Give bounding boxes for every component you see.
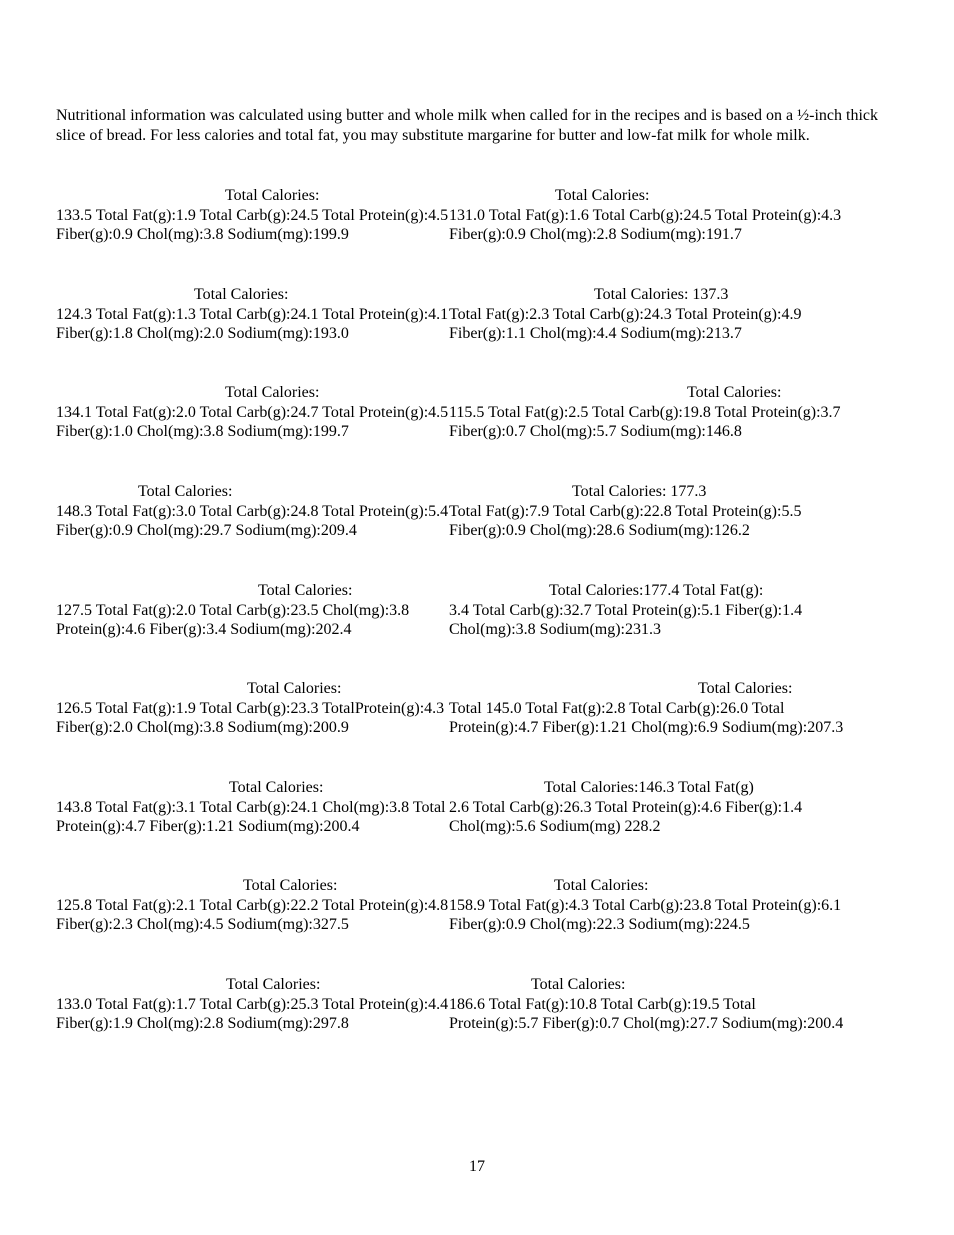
entry-details: 131.0 Total Fat(g):1.6 Total Carb(g):24.5 Total Protein(g):4.3 Fiber(g):0.9 Chol(mg):2.8 Sodium(mg):191.7 bbox=[449, 206, 842, 244]
entry-details: 143.8 Total Fat(g):3.1 Total Carb(g):24.1 Chol(mg):3.8 Total Protein(g):4.7 Fiber(g):1.21 Sodium(mg):200.4 bbox=[56, 798, 446, 836]
nutrition-entry-left-1 bbox=[56, 186, 456, 245]
nutrition-entry-left-9 bbox=[56, 975, 456, 1034]
nutrition-entry-left-7 bbox=[56, 778, 456, 837]
nutrition-entry-left-4 bbox=[56, 482, 456, 541]
entry-first-line: Total Calories: 177.3 bbox=[572, 483, 707, 500]
entry-details: Total Fat(g):2.3 Total Carb(g):24.3 Total Protein(g):4.9 Fiber(g):1.1 Chol(mg):4.4 Sodium(mg):213.7 bbox=[449, 305, 802, 343]
entry-details: 133.5 Total Fat(g):1.9 Total Carb(g):24.5 Total Protein(g):4.5 Fiber(g):0.9 Chol(mg):3.8 Sodium(mg):199.9 bbox=[56, 206, 449, 244]
entry-first-line: Total Calories: bbox=[194, 286, 289, 303]
entry-first-line: Total Calories: bbox=[258, 582, 353, 599]
entry-first-line: Total Calories: bbox=[555, 187, 650, 204]
nutrition-entry-left-8 bbox=[56, 876, 456, 935]
entry-details: 134.1 Total Fat(g):2.0 Total Carb(g):24.7 Total Protein(g):4.5 Fiber(g):1.0 Chol(mg):3.8 Sodium(mg):199.7 bbox=[56, 403, 449, 441]
entry-details: 125.8 Total Fat(g):2.1 Total Carb(g):22.2 Total Protein(g):4.8 Fiber(g):2.3 Chol(mg):4.5 Sodium(mg):327.5 bbox=[56, 896, 449, 934]
entry-details: Total Fat(g):7.9 Total Carb(g):22.8 Total Protein(g):5.5 Fiber(g):0.9 Chol(mg):28.6 Sodium(mg):126.2 bbox=[449, 502, 802, 540]
entry-first-line: Total Calories: bbox=[698, 680, 793, 697]
entry-details: 148.3 Total Fat(g):3.0 Total Carb(g):24.8 Total Protein(g):5.4 Fiber(g):0.9 Chol(mg):29.7 Sodium(mg):209.4 bbox=[56, 502, 449, 540]
entry-first-line: Total Calories: bbox=[226, 976, 321, 993]
entry-first-line: Total Calories: 137.3 bbox=[594, 286, 729, 303]
nutrition-entry-left-5 bbox=[56, 581, 456, 640]
entry-first-line: Total Calories: bbox=[687, 384, 782, 401]
entry-first-line: Total Calories: bbox=[243, 877, 338, 894]
entry-first-line: Total Calories: bbox=[247, 680, 342, 697]
nutrition-entry-left-3 bbox=[56, 383, 456, 442]
nutrition-entry-right-5 bbox=[449, 581, 849, 640]
nutrition-entry-left-2 bbox=[56, 285, 456, 344]
entry-first-line: Total Calories: bbox=[225, 384, 320, 401]
entry-first-line: Total Calories: bbox=[531, 976, 626, 993]
nutrition-entry-right-8 bbox=[449, 876, 849, 935]
entry-details: 2.6 Total Carb(g):26.3 Total Protein(g):4.6 Fiber(g):1.4 Chol(mg):5.6 Sodium(mg) 228.2 bbox=[449, 798, 803, 836]
intro-paragraph: Nutritional information was calculated using butter and whole milk when called for in the recipes and is based on a ½-inch thick slice of bread. For less calories and total fat, you may substitute margarine for butter and low-fat milk for whole milk. bbox=[56, 107, 878, 144]
nutrition-entry-right-7 bbox=[449, 778, 849, 837]
entry-details: 115.5 Total Fat(g):2.5 Total Carb(g):19.8 Total Protein(g):3.7 Fiber(g):0.7 Chol(mg):5.7 Sodium(mg):146.8 bbox=[449, 403, 841, 441]
entry-details: Total 145.0 Total Fat(g):2.8 Total Carb(g):26.0 Total Protein(g):4.7 Fiber(g):1.21 Chol(mg):6.9 Sodium(mg):207.3 bbox=[449, 699, 844, 737]
entry-details: 133.0 Total Fat(g):1.7 Total Carb(g):25.3 Total Protein(g):4.4 Fiber(g):1.9 Chol(mg):2.8 Sodium(mg):297.8 bbox=[56, 995, 449, 1033]
nutrition-entry-right-1 bbox=[449, 186, 849, 245]
entry-first-line: Total Calories:177.4 Total Fat(g): bbox=[549, 582, 764, 599]
entry-details: 127.5 Total Fat(g):2.0 Total Carb(g):23.5 Chol(mg):3.8 Protein(g):4.6 Fiber(g):3.4 Sodium(mg):202.4 bbox=[56, 601, 410, 639]
nutrition-entry-right-3 bbox=[449, 383, 849, 442]
entry-first-line: Total Calories: bbox=[229, 779, 324, 796]
entry-details: 3.4 Total Carb(g):32.7 Total Protein(g):5.1 Fiber(g):1.4 Chol(mg):3.8 Sodium(mg):231.3 bbox=[449, 601, 803, 639]
entry-first-line: Total Calories: bbox=[138, 483, 233, 500]
nutrition-entry-right-9 bbox=[449, 975, 849, 1034]
nutrition-entry-right-4 bbox=[449, 482, 849, 541]
entry-first-line: Total Calories: bbox=[554, 877, 649, 894]
entry-first-line: Total Calories:146.3 Total Fat(g) bbox=[544, 779, 754, 796]
nutrition-entry-right-6 bbox=[449, 679, 849, 738]
entry-details: 186.6 Total Fat(g):10.8 Total Carb(g):19.5 Total Protein(g):5.7 Fiber(g):0.7 Chol(mg):27.7 Sodium(mg):200.4 bbox=[449, 995, 844, 1033]
nutrition-entry-left-6 bbox=[56, 679, 456, 738]
entry-details: 126.5 Total Fat(g):1.9 Total Carb(g):23.3 TotalProtein(g):4.3 Fiber(g):2.0 Chol(mg):3.8 Sodium(mg):200.9 bbox=[56, 699, 445, 737]
entry-first-line: Total Calories: bbox=[225, 187, 320, 204]
entry-details: 158.9 Total Fat(g):4.3 Total Carb(g):23.8 Total Protein(g):6.1 Fiber(g):0.9 Chol(mg):22.3 Sodium(mg):224.5 bbox=[449, 896, 842, 934]
nutrition-entry-right-2 bbox=[449, 285, 849, 344]
entry-details: 124.3 Total Fat(g):1.3 Total Carb(g):24.1 Total Protein(g):4.1 Fiber(g):1.8 Chol(mg):2.0 Sodium(mg):193.0 bbox=[56, 305, 449, 343]
page-number: 17 bbox=[469, 1158, 485, 1175]
